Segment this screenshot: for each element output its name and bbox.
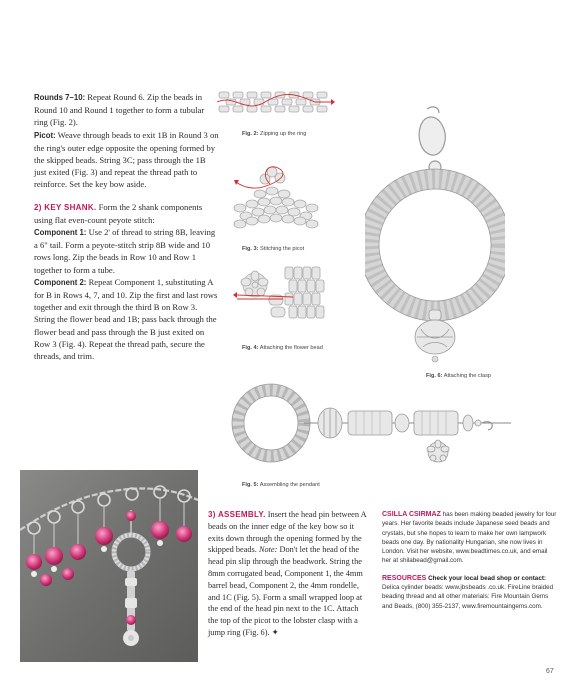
- fig2-caption: Fig. 2: Zipping up the ring: [242, 131, 307, 137]
- resources-paragraph: RESOURCES Check your local bead shop or contact: Delica cylinder beads: www.jbsbeads .co.uk. FireLine braided beading thread and all other materials: Fire Mountain Gems and Beads, (800) 355-2137, www.firemountaingems.com.: [382, 574, 554, 610]
- fig5-illustration: [226, 380, 516, 470]
- paragraph-rounds: Rounds 7–10: Repeat Round 6. Zip the beads in Round 10 and Round 1 together to form a tubular ring (Fig. 2).: [34, 92, 205, 128]
- resources-heading: RESOURCES: [382, 574, 427, 582]
- fig3-caption: Fig. 3: Stitching the picot: [242, 246, 305, 252]
- fig5-caption: Fig. 5: Assembling the pendant: [242, 482, 320, 488]
- paragraph-component-1: Component 1: Use 2' of thread to string 8B, leaving a 6" tail. Form a peyote-stitch strip 8B wide and 10 rows long. Zip the beads in Row 10 and Row 1 together to form a tube.: [34, 227, 216, 275]
- note-label: Note:: [258, 545, 278, 555]
- resources-lead: Check your local bead shop or contact:: [426, 574, 547, 582]
- fig4-illustration: [233, 263, 328, 328]
- paragraph-key-shank: 2) KEY SHANK. Form the 2 shank components using flat even-count peyote stitch:: [34, 201, 203, 225]
- fig4-caption: Fig. 4: Attaching the flower bead: [242, 345, 323, 351]
- bio-paragraph: CSILLA CSIRMAZ has been making beaded jewelry for four years. Her favorite beads include Japanese seed beads and crystals, but she hopes to learn to make her own lampwork beads one day. By nationality Hungarian, she now lives in London. Visit her website, www.beadtimes.co.uk, and email her at shilabead@gmail.com.: [382, 511, 557, 565]
- page-number: 67: [546, 668, 554, 675]
- lead-picot: Picot:: [34, 130, 56, 140]
- lead-component-2: Component 2:: [34, 277, 87, 287]
- fig6-caption: Fig. 6: Attaching the clasp: [426, 373, 491, 379]
- fig6-illustration: [365, 105, 505, 370]
- lead-rounds: Rounds 7–10:: [34, 93, 86, 102]
- section-heading-key-shank: 2) KEY SHANK.: [34, 202, 97, 212]
- author-name: CSILLA CSIRMAZ: [382, 511, 441, 518]
- assembly-paragraph: 3) ASSEMBLY. Insert the head pin between A beads on the inner edge of the key bow so it exits down through the opening formed by the skipped beads. Note: Don't let the head of the head pin slip through the beadwork. String the 8mm corrugated bead, Component 1, the 4mm barrel bead, Component 2, the 4mm rondelle, and 1C (Fig. 5). Form a small wrapped loop at the end of the head pin next to the 1C. Attach the top of the picot to the lobster clasp with a jump ring (Fig. 6). ✦: [208, 510, 367, 637]
- section-heading-assembly: 3) ASSEMBLY.: [208, 510, 266, 519]
- jewelry-photo: [20, 470, 198, 662]
- left-column: [34, 91, 219, 362]
- assembly-section: [208, 509, 370, 639]
- bio-section: [382, 510, 558, 611]
- fig2-illustration: [215, 90, 335, 122]
- paragraph-picot: Picot: Weave through beads to exit 1B in Round 3 on the ring's outer edge opposite the opening formed by the skipped beads. String 3C; pass through the 1B just exited (Fig. 3) and repeat the thread path to reinforce. Set the key bow aside.: [34, 129, 219, 190]
- paragraph-component-2: Component 2: Repeat Component 1, substituting A for B in Rows 4, 7, and 10. Zip the first and last rows together and exit through the third B on Row 3. String the flower bead and 1B; pass back through the flower bead and pass through the B just exited on Row 3 (Fig. 4). Repeat the thread path, secure the threads, and trim.: [34, 276, 218, 362]
- fig3-illustration: [230, 160, 325, 235]
- lead-component-1: Component 1:: [34, 228, 87, 238]
